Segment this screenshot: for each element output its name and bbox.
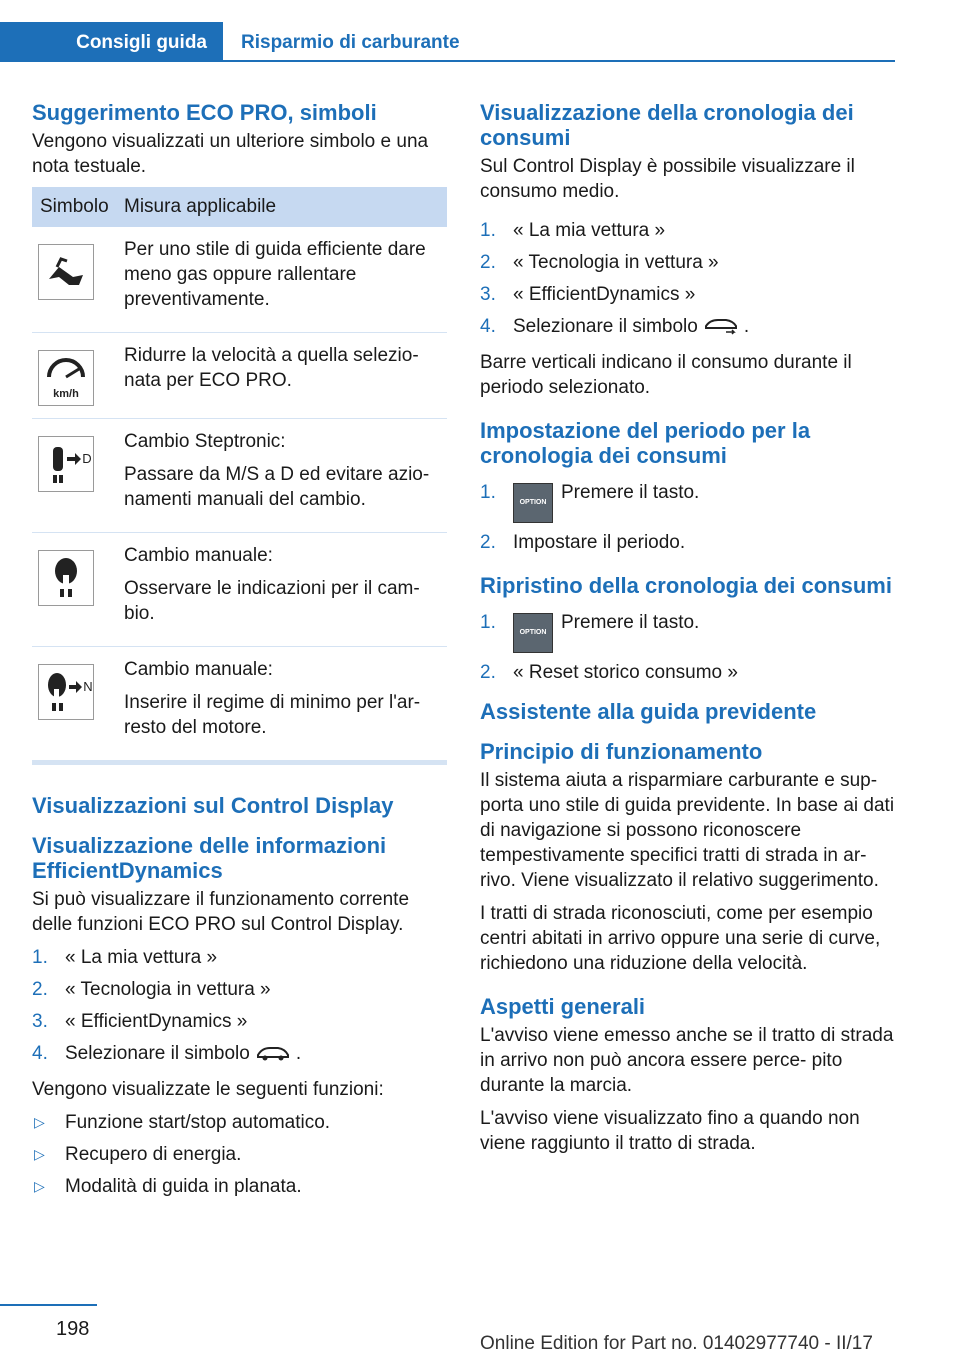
list-item: 1. OPTION Premere il tasto. [480, 610, 896, 653]
heading-consumption-history: Visualizzazione della cronologia dei consumi [480, 100, 854, 150]
tab-consigli-guida[interactable]: Consigli guida [0, 22, 223, 62]
list-item[interactable]: 2. « Reset storico consumo » [480, 662, 738, 683]
page-number: 198 [56, 1318, 90, 1340]
steps-list-right [480, 218, 896, 343]
right-column [480, 100, 896, 1164]
foot-pedal-icon [38, 244, 94, 300]
reset-steps [480, 610, 896, 685]
header-rule [0, 60, 895, 62]
heading-principle: Principio di funzionamento [480, 739, 763, 764]
list-item: ▷ Funzione start/stop automatico. [34, 1112, 331, 1133]
option-button[interactable]: OPTION [513, 613, 553, 653]
heading-reset-history: Ripristino della cronologia dei consumi [480, 573, 892, 598]
footer-edition: Online Edition for Part no. 01402977740 - II/17 [480, 1333, 873, 1354]
list-item[interactable]: 1. « La mia vettura » [480, 220, 666, 241]
list-item[interactable]: 2. « Tecnologia in vettura » [480, 252, 719, 273]
symbols-table [32, 187, 447, 765]
left-column [32, 100, 448, 1206]
tab-risparmio-carburante[interactable]: Risparmio di carburante [241, 32, 460, 53]
paragraph-general-2: L'avviso viene visualizzato fino a quando non viene raggiunto il tratto di strada. [480, 1108, 860, 1154]
table-row [32, 419, 447, 533]
row-text: Passare da M/S a D ed evitare azio- namenti manuali del cambio. [124, 464, 430, 510]
list-item[interactable]: 4. Selezionare il simbolo . [32, 1041, 448, 1070]
svg-text:N: N [83, 679, 93, 694]
paragraph-history: Sul Control Display è possibile visualizzare il consumo medio. [480, 156, 855, 202]
svg-text:D: D [82, 451, 92, 466]
list-item[interactable]: 3. « EfficientDynamics » [480, 284, 696, 305]
table-row [32, 227, 447, 333]
list-item: ▷ Modalità di guida in planata. [34, 1176, 302, 1197]
functions-list [32, 1110, 448, 1199]
table-row [32, 333, 447, 419]
list-item: ▷ Recupero di energia. [34, 1144, 242, 1165]
row-text: Cambio manuale: [124, 659, 273, 680]
list-item[interactable]: 1. « La mia vettura » [32, 947, 218, 968]
paragraph-bars: Barre verticali indicano il consumo durante il periodo selezionato. [480, 352, 852, 398]
list-item: 1. OPTION Premere il tasto. [480, 480, 896, 523]
table-header-measure: Misura applicabile [116, 187, 447, 227]
triangle-bullet-icon: ▷ [34, 1178, 45, 1194]
page-number-rule [0, 1304, 97, 1306]
paragraph-general-1: L'avviso viene emesso anche se il tratto di strada in arrivo non può ancora essere perce- pito durante la marcia. [480, 1025, 894, 1096]
heading-general: Aspetti generali [480, 994, 646, 1019]
list-item[interactable]: 4. Selezionare il simbolo . [480, 314, 896, 343]
heading-control-display: Visualizzazioni sul Control Display [32, 793, 394, 818]
table-row [32, 533, 447, 647]
efficientdynamics-car-icon [256, 1045, 290, 1070]
paragraph-principle-2: I tratti di strada riconosciuti, come per esempio centri abitati in arrivo oppure una serie di curve, richiedono una riduzione della velocità. [480, 903, 881, 974]
row-text: Per uno stile di guida efficiente dare meno gas oppure rallentare preventivamente. [124, 239, 426, 310]
row-text: Cambio Steptronic: [124, 431, 286, 452]
triangle-bullet-icon: ▷ [34, 1146, 45, 1162]
paragraph-functions: Vengono visualizzate le seguenti funzioni: [32, 1079, 384, 1100]
list-item[interactable]: 2. « Tecnologia in vettura » [32, 979, 271, 1000]
heading-eco-pro-symbols: Suggerimento ECO PRO, simboli [32, 100, 377, 125]
period-steps [480, 480, 896, 555]
paragraph-info: Si può visualizzare il funzionamento corrente delle funzioni ECO PRO sul Control Display. [32, 889, 410, 935]
paragraph-principle-1: Il sistema aiuta a risparmiare carburante e sup- porta uno stile di guida previdente. In base ai dati di navigazione si possono riconoscere tempestivamente specifici tratti di strada in ar- rivo. Viene visualizzato il relativo suggerimento. [480, 770, 895, 891]
steps-list-left [32, 945, 448, 1070]
steptronic-shift-d-icon [38, 436, 94, 492]
heading-efficientdynamics-info: Visualizzazione delle informazioni EfficientDynamics [32, 833, 387, 883]
triangle-bullet-icon: ▷ [34, 1114, 45, 1130]
list-item: 2. Impostare il periodo. [480, 532, 686, 553]
header-tabs [0, 22, 895, 62]
manual-shift-n-icon [38, 664, 94, 720]
option-button[interactable]: OPTION [513, 483, 553, 523]
manual-shift-icon [38, 550, 94, 606]
heading-set-period: Impostazione del periodo per la cronologia dei consumi [480, 418, 811, 468]
row-text: Cambio manuale: [124, 545, 273, 566]
heading-predictive-assistant: Assistente alla guida previdente [480, 699, 817, 724]
paragraph-symbols-intro: Vengono visualizzati un ulteriore simbolo e una nota testuale. [32, 131, 429, 177]
row-text: Ridurre la velocità a quella selezio- nata per ECO PRO. [124, 345, 419, 391]
row-text: Inserire il regime di minimo per l'ar- resto del motore. [124, 692, 421, 738]
svg-text:km/h: km/h [53, 388, 79, 400]
table-header-symbol: Simbolo [32, 187, 116, 227]
row-text: Osservare le indicazioni per il cam- bio. [124, 578, 420, 624]
speedometer-kmh-icon [38, 350, 94, 406]
list-item[interactable]: 3. « EfficientDynamics » [32, 1011, 248, 1032]
table-row [32, 647, 447, 763]
consumption-history-icon [704, 318, 738, 343]
